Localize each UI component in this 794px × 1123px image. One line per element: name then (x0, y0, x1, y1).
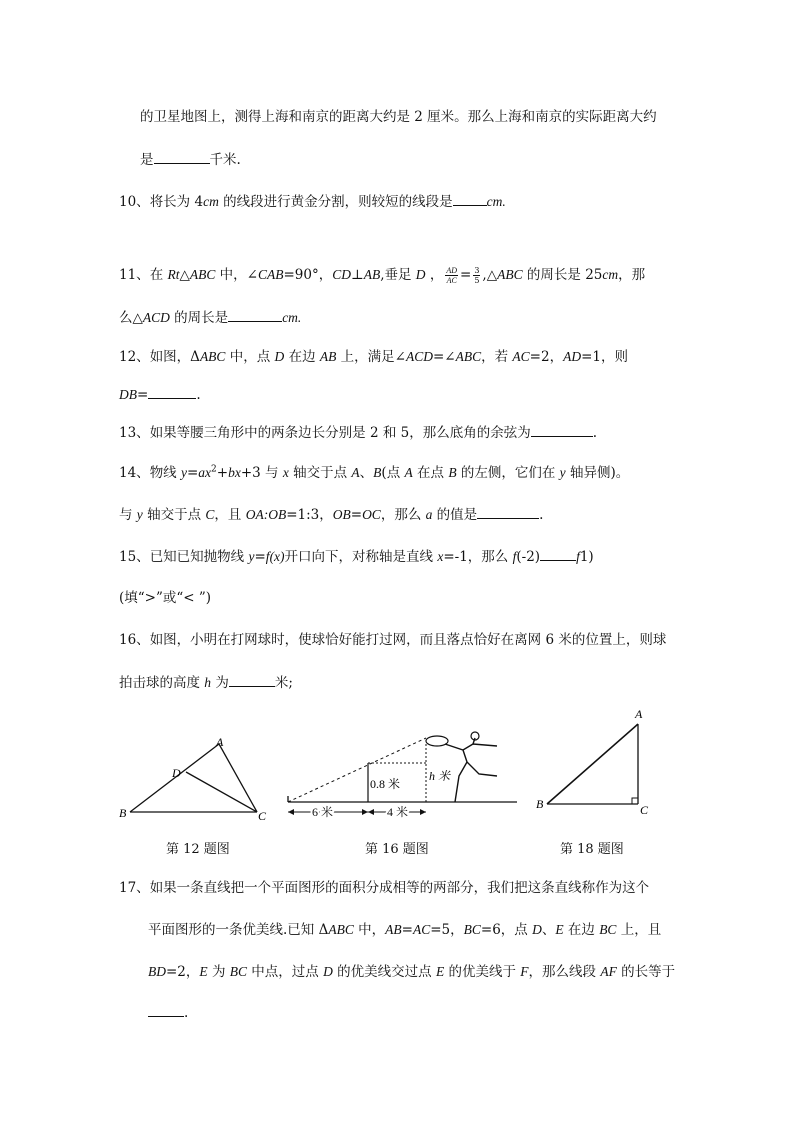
q17-text: 、 (541, 922, 556, 938)
q15-y: y (248, 549, 255, 564)
left-distance-label: 6 米 (312, 805, 334, 819)
q15-f: f (512, 549, 517, 564)
q13-text: . (592, 425, 598, 441)
q12-abc: ABC (455, 349, 482, 364)
right-distance-label: 4 米 (387, 805, 409, 819)
figure-18 (522, 705, 662, 825)
q17-text: =2， (166, 964, 200, 980)
q14-a: a (425, 507, 433, 522)
net-height-label: 0.8 米 (370, 777, 401, 791)
q17-af: AF (600, 964, 617, 979)
q16-text: 拍击球的高度 (119, 675, 205, 691)
q17-number: 17、 (119, 880, 150, 896)
q12-ab: AB (319, 349, 337, 364)
q14-point-b: B (373, 465, 382, 480)
q14-text: 物线 (149, 465, 181, 481)
q15-x: x (437, 549, 444, 564)
q10-number: 10、 (119, 194, 150, 210)
q13 (119, 423, 597, 442)
q14-text: 在点 (412, 465, 449, 481)
q17-bc: BC (229, 964, 248, 979)
q11-text: 的周长是 (169, 310, 229, 326)
q11-line2 (119, 308, 301, 327)
q15-x: (x) (269, 549, 285, 564)
answer-blank[interactable] (154, 150, 210, 164)
q17-text: ，那么线段 (528, 964, 601, 980)
q17-ab: AB (385, 922, 402, 937)
figure-12 (112, 728, 282, 828)
side-ab (547, 724, 638, 804)
q10-unit2: cm. (486, 194, 506, 209)
q17-line4 (148, 1003, 188, 1022)
label-a: A (216, 735, 224, 749)
q14-point-a: A (404, 465, 413, 480)
q17-text: = (401, 922, 413, 938)
q14-line1 (119, 464, 629, 482)
hit-height-label: h 米 (429, 769, 451, 783)
q12-number: 12、 (119, 349, 150, 365)
q17-abc: ABC (328, 922, 354, 937)
q16-text: 为 (211, 675, 229, 691)
q15-f: f (576, 549, 580, 564)
q17-text: 在边 (563, 922, 600, 938)
q11-text: ， (425, 267, 444, 283)
q11-number: 11、 (119, 267, 150, 283)
q11-text: 在 (149, 267, 168, 283)
q17-text: =5， (430, 922, 464, 938)
q12-text: 中，点 (225, 349, 275, 365)
q14-y: y (136, 507, 143, 522)
racket-head (426, 736, 448, 746)
q10-pre: 将长为 4 (149, 194, 204, 210)
q11-abc: ABC (497, 267, 523, 282)
label-d: D (172, 766, 181, 780)
q12-text: =1，则 (581, 349, 628, 365)
q15-text: 已知已知抛物线 (149, 549, 249, 565)
q17-text: 平面图形的一条优美线.已知 Δ (148, 922, 329, 938)
label-c: C (640, 803, 649, 817)
q16-line2 (119, 673, 293, 692)
q14-point-a: A (351, 465, 360, 480)
q12-acd: ACD (405, 349, 433, 364)
q11-angle-cab: CAB (257, 267, 284, 282)
q17-text: 上，且 (616, 922, 662, 938)
q14-y: y (180, 465, 187, 480)
q16-number: 16、 (119, 632, 150, 648)
q15-line1 (119, 547, 594, 566)
q11-triangle-abc: △ABC (179, 267, 216, 282)
q17-text: 如果一条直线把一个平面图形的面积分成相等的两部分，我们把这条直线称作为这个 (149, 880, 650, 896)
q10-mid: 的线段进行黄金分割，则较短的线段是 (218, 194, 453, 210)
q17-text: 的优美线于 (444, 964, 521, 980)
q11-cd: CD (332, 267, 351, 282)
fraction-denominator: AC (446, 276, 457, 285)
q17-point-d: D (532, 922, 542, 937)
q12-line2 (119, 385, 201, 404)
q11-text: =90°， (283, 267, 333, 283)
caption-fig16: 第 16 题图 (365, 842, 429, 857)
q17-text: 中点，过点 (247, 964, 324, 980)
q14-bx: bx (228, 465, 241, 480)
q16-text: 如图，小明在打网球时，使球恰好能打过网，而且落点恰好在离网 6 米的位置上，则球 (149, 632, 667, 648)
right-angle-mark (632, 798, 638, 804)
q17-text: . (184, 1005, 189, 1021)
q11-text: 的周长是 25 (522, 267, 603, 283)
q14-text: 的左侧，它们在 (456, 465, 560, 481)
q14-text: . (539, 507, 544, 523)
q14-text: +3 与 (240, 465, 283, 481)
q15-text: =-1，那么 (443, 549, 513, 565)
q14-y: y (559, 465, 566, 480)
q16-text: 米; (274, 675, 293, 691)
q14-number: 14、 (119, 465, 150, 481)
label-b: B (536, 797, 544, 811)
q11-text: 中，∠ (215, 267, 258, 283)
q15-text: = (254, 549, 266, 565)
q12-text: =2， (529, 349, 564, 365)
answer-blank[interactable] (531, 423, 593, 437)
q12-ac: AC (512, 349, 530, 364)
q12-ad: AD (563, 349, 582, 364)
answer-blank[interactable] (229, 673, 275, 687)
answer-blank[interactable] (148, 1003, 184, 1017)
q17-point-e: E (199, 964, 208, 979)
label-b: B (119, 806, 127, 820)
q17-line3 (148, 963, 675, 981)
q12-text: = (137, 387, 149, 403)
q11-acd: ACD (142, 310, 170, 325)
q17-bd: BD (148, 964, 166, 979)
q14-text: 与 (119, 507, 137, 523)
q17-text: 的长等于 (616, 964, 676, 980)
answer-blank[interactable] (148, 385, 196, 399)
q14-ax: ax (198, 465, 212, 480)
q15-text: 1) (579, 549, 594, 565)
perpendicular-symbol: ⊥ (351, 267, 364, 283)
q17-point-d: D (323, 964, 333, 979)
q15-line2: (填“>”或“< ”) (119, 590, 212, 606)
q17-point-e: E (435, 964, 445, 979)
q14-text: 轴交于点 (142, 507, 206, 523)
q12-text: 如图，Δ (149, 349, 200, 365)
q14-text: + (216, 465, 229, 481)
q17-text: 为 (207, 964, 230, 980)
q10-unit1: cm (203, 194, 219, 209)
q11-text: 么△ (119, 310, 143, 326)
q14-text: 的值是 (432, 507, 478, 523)
ball-trajectory (288, 738, 426, 802)
q14-text: = (186, 465, 199, 481)
fraction-numerator: 3 (474, 266, 480, 275)
q13-text: 如果等腰三角形中的两条边长分别是 2 和 5，那么底角的余弦为 (149, 425, 531, 441)
q14-text: ，且 (214, 507, 246, 523)
q17-text: =6，点 (480, 922, 533, 938)
q14-text: 轴交于点 (288, 465, 352, 481)
q17-bc: BC (599, 922, 617, 937)
q12-d: D (274, 349, 285, 364)
q13-number: 13、 (119, 425, 150, 441)
q12-abc: ABC (199, 349, 226, 364)
q14-text: = (350, 507, 363, 523)
q10 (119, 192, 506, 211)
q17-line2 (148, 921, 661, 939)
q17-bc: BC (463, 922, 481, 937)
q9-line2-pre: 是 (140, 152, 154, 168)
q15-text: 开口向下，对称轴是直线 (284, 549, 438, 565)
q12-text: 上，满足∠ (336, 349, 406, 365)
q14-text: 、 (359, 465, 374, 481)
label-c: C (258, 809, 267, 823)
fraction-denominator: 5 (474, 276, 480, 285)
fraction-numerator: AD (446, 266, 458, 275)
q14-text: 轴异侧)。 (565, 465, 630, 481)
q11-point-d: D (415, 267, 426, 282)
q9-line1: 的卫星地图上，测得上海和南京的距离大约是 2 厘米。那么上海和南京的实际距离大约 (140, 109, 657, 125)
q14-line2 (119, 505, 543, 524)
q12-text: . (196, 387, 201, 403)
q14-ob: OB (332, 507, 351, 522)
player-figure (445, 738, 497, 802)
caption-fig18: 第 18 题图 (560, 842, 624, 857)
q12-db: DB (119, 387, 137, 402)
q14-text: (点 (381, 465, 405, 481)
answer-blank[interactable] (453, 192, 487, 206)
q12-text: =∠ (432, 349, 456, 365)
q15-text: (-2) (516, 549, 541, 565)
q16-h: h (204, 675, 212, 690)
q11-rt: Rt (167, 267, 180, 282)
q17-point-f: F (520, 964, 529, 979)
equals-sign: = (460, 267, 472, 283)
answer-blank[interactable] (228, 308, 282, 322)
q15-number: 15、 (119, 549, 150, 565)
q12-line1 (119, 348, 628, 366)
answer-blank[interactable] (540, 547, 576, 561)
fraction-3-5 (473, 266, 480, 285)
q12-text: 在边 (284, 349, 320, 365)
q11-line1 (119, 263, 645, 287)
q14-square: 2 (211, 464, 217, 475)
answer-blank[interactable] (477, 505, 539, 519)
q14-point-c: C (205, 507, 215, 522)
q16-line1 (119, 631, 666, 649)
figure-16 (283, 728, 523, 828)
q17-point-e: E (555, 922, 564, 937)
q11-text: ,△ (482, 267, 498, 283)
q17-ac: AC (412, 922, 431, 937)
q12-text: ，若 (481, 349, 513, 365)
caption-fig12: 第 12 题图 (166, 842, 230, 857)
q15-f: f (265, 549, 270, 564)
q14-x: x (282, 465, 289, 480)
q14-text: =1:3， (286, 507, 333, 523)
q17-text: 中， (353, 922, 386, 938)
fraction-ad-ac (445, 266, 458, 285)
q11-text: ，那 (618, 267, 646, 283)
q9-line2-post: 千米. (209, 152, 241, 168)
q17-line1 (119, 879, 649, 897)
q9-line2 (140, 150, 241, 169)
label-a: A (635, 707, 643, 721)
q11-ab: AB (363, 267, 381, 282)
q14-oc: OC (362, 507, 381, 522)
q11-text: ,垂足 (380, 267, 416, 283)
q11-unit: cm. (282, 310, 302, 325)
q14-text: ，那么 (380, 507, 426, 523)
q14-ratio: OA:OB (245, 507, 287, 522)
q11-unit: cm (602, 267, 619, 282)
q14-point-b: B (448, 465, 457, 480)
q17-text: 的优美线交过点 (332, 964, 436, 980)
